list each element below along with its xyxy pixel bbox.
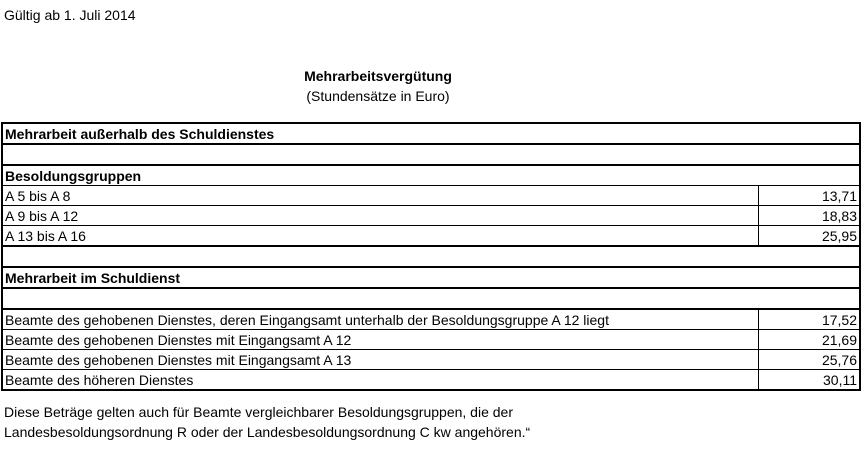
table-row (2, 330, 860, 350)
table-row (2, 370, 860, 391)
spacer-cell (2, 144, 860, 165)
row-value: 25,76 (758, 350, 860, 370)
row-value: 21,69 (758, 330, 860, 350)
table-row (2, 186, 860, 206)
footnote-line: Landesbesoldungsordnung R oder der Landesbesoldungsordnung C kw angehören.“ (4, 424, 531, 440)
table-row (2, 226, 860, 247)
row-label: Beamte des gehobenen Dienstes mit Eingangsamt A 12 (2, 330, 758, 350)
row-value: 13,71 (758, 186, 860, 206)
section-heading-outside-school: Mehrarbeit außerhalb des Schuldienstes (2, 123, 860, 144)
spacer-row (2, 288, 860, 309)
spacer-row (2, 246, 860, 267)
row-label: A 9 bis A 12 (2, 206, 758, 226)
row-value: 18,83 (758, 206, 860, 226)
document-title: Mehrarbeitsvergütung (304, 68, 452, 84)
section-heading-row (2, 267, 860, 288)
footnote (4, 402, 530, 442)
row-value: 25,95 (758, 226, 860, 247)
document-subtitle: (Stundensätze in Euro) (306, 88, 450, 104)
valid-from-date: Gültig ab 1. Juli 2014 (4, 7, 136, 23)
table-row (2, 206, 860, 226)
row-label: Beamte des gehobenen Dienstes, deren Eingangsamt unterhalb der Besoldungsgruppe A 12 liegt (2, 309, 758, 330)
table-row (2, 309, 860, 330)
row-label: A 5 bis A 8 (2, 186, 758, 206)
subheading-pay-groups: Besoldungsgruppen (2, 165, 860, 186)
row-label: Beamte des gehobenen Dienstes mit Eingangsamt A 13 (2, 350, 758, 370)
row-label: Beamte des höheren Dienstes (2, 370, 758, 391)
row-label: A 13 bis A 16 (2, 226, 758, 247)
table-row (2, 350, 860, 370)
section-heading-school: Mehrarbeit im Schuldienst (2, 267, 860, 288)
footnote-line: Diese Beträge gelten auch für Beamte vergleichbarer Besoldungsgruppen, die der (4, 404, 513, 420)
row-value: 17,52 (758, 309, 860, 330)
spacer-cell (2, 246, 860, 267)
spacer-cell (2, 288, 860, 309)
section-heading-row (2, 123, 860, 144)
row-value: 30,11 (758, 370, 860, 391)
subheading-row (2, 165, 860, 186)
spacer-row (2, 144, 860, 165)
title-block (0, 66, 756, 106)
rates-table (1, 122, 861, 391)
